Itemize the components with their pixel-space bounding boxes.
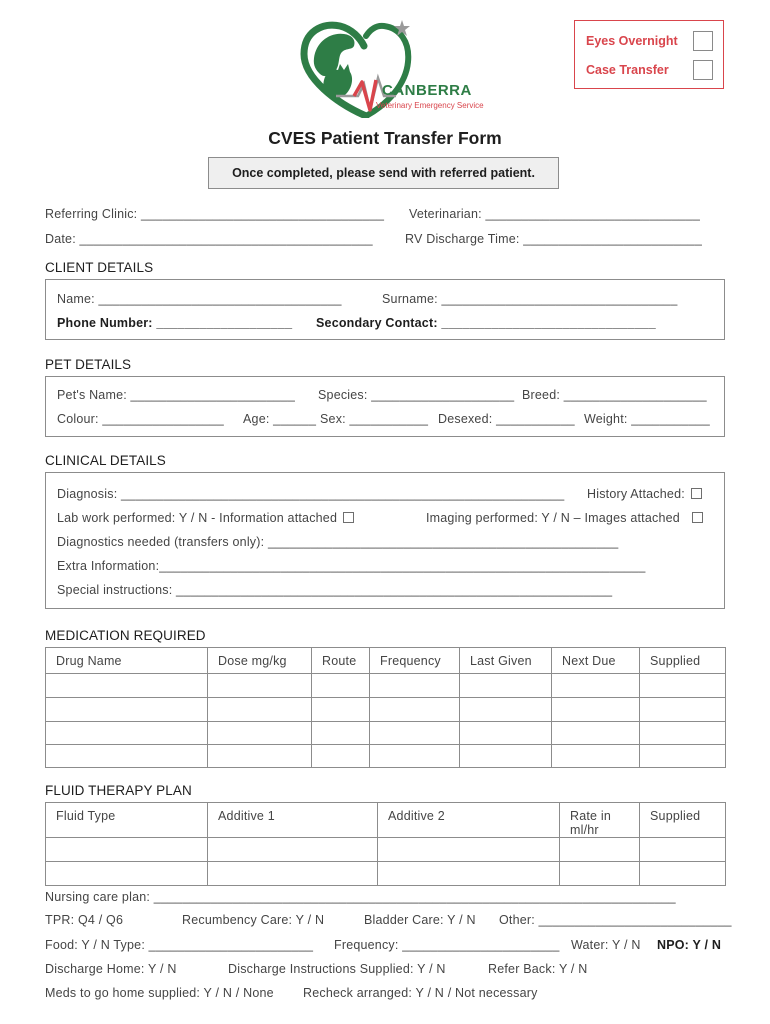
col-additive-2: Additive 2 bbox=[378, 803, 560, 838]
desexed-field[interactable]: Desexed: ___________ bbox=[438, 412, 575, 426]
history-attached bbox=[587, 487, 702, 501]
imaging-label: Imaging performed: Y / N – Images attached bbox=[426, 511, 680, 525]
imaging-attached-checkbox[interactable] bbox=[692, 512, 703, 523]
table-row bbox=[46, 722, 726, 745]
food-field[interactable]: Food: Y / N Type: _______________________ bbox=[45, 938, 314, 952]
client-details-heading: CLIENT DETAILS bbox=[45, 260, 154, 275]
history-attached-checkbox[interactable] bbox=[691, 488, 702, 499]
medication-heading: MEDICATION REQUIRED bbox=[45, 628, 206, 643]
logo-tagline: Veterinary Emergency Service bbox=[376, 101, 484, 110]
refer-back-field[interactable]: Refer Back: Y / N bbox=[488, 962, 588, 976]
phone-number-field[interactable]: Phone Number: ___________________ bbox=[57, 316, 293, 330]
case-transfer-label: Case Transfer bbox=[586, 63, 669, 77]
fluid-therapy-table bbox=[45, 802, 726, 886]
recumbency-care-field[interactable]: Recumbency Care: Y / N bbox=[182, 913, 325, 927]
veterinarian-field[interactable]: Veterinarian: ______________________________ bbox=[409, 207, 701, 221]
col-next-due: Next Due bbox=[552, 648, 640, 674]
col-supplied: Supplied bbox=[640, 648, 726, 674]
discharge-instructions-field[interactable]: Discharge Instructions Supplied: Y / N bbox=[228, 962, 446, 976]
lab-work-label: Lab work performed: Y / N - Information attached bbox=[57, 511, 338, 525]
pet-details-heading: PET DETAILS bbox=[45, 357, 132, 372]
colour-field[interactable]: Colour: _________________ bbox=[57, 412, 224, 426]
medication-header-row bbox=[46, 648, 726, 674]
npo-field[interactable]: NPO: Y / N bbox=[657, 938, 722, 952]
age-field[interactable]: Age: ______ bbox=[243, 412, 317, 426]
bladder-care-field[interactable]: Bladder Care: Y / N bbox=[364, 913, 476, 927]
table-row bbox=[46, 838, 726, 862]
weight-field[interactable]: Weight: ___________ bbox=[584, 412, 710, 426]
rv-discharge-time-field[interactable]: RV Discharge Time: _________________________ bbox=[405, 232, 702, 246]
recheck-field[interactable]: Recheck arranged: Y / N / Not necessary bbox=[303, 986, 538, 1000]
date-field[interactable]: Date: _________________________________________ bbox=[45, 232, 373, 246]
breed-field[interactable]: Breed: ____________________ bbox=[522, 388, 707, 402]
clinical-details-heading: CLINICAL DETAILS bbox=[45, 453, 166, 468]
lab-work bbox=[57, 511, 354, 525]
imaging bbox=[426, 511, 703, 525]
lab-info-checkbox[interactable] bbox=[343, 512, 354, 523]
diagnostics-field[interactable]: Diagnostics needed (transfers only): _________________________________________________ bbox=[57, 535, 619, 549]
col-fluid-type: Fluid Type bbox=[46, 803, 208, 838]
tpr-field[interactable]: TPR: Q4 / Q6 bbox=[45, 913, 124, 927]
species-field[interactable]: Species: ____________________ bbox=[318, 388, 515, 402]
table-row bbox=[46, 698, 726, 722]
other-field[interactable]: Other: ___________________________ bbox=[499, 913, 732, 927]
client-name-field[interactable]: Name: __________________________________ bbox=[57, 292, 342, 306]
col-dose: Dose mg/kg bbox=[208, 648, 312, 674]
cves-logo bbox=[296, 18, 486, 118]
logo-wordmark: CANBERRA bbox=[382, 82, 472, 99]
col-frequency: Frequency bbox=[370, 648, 460, 674]
history-attached-label: History Attached: bbox=[587, 487, 685, 501]
referring-clinic-field[interactable]: Referring Clinic: __________________________________ bbox=[45, 207, 385, 221]
eyes-overnight-checkbox[interactable] bbox=[693, 31, 713, 51]
col-drug-name: Drug Name bbox=[46, 648, 208, 674]
col-additive-1: Additive 1 bbox=[208, 803, 378, 838]
sex-field[interactable]: Sex: ___________ bbox=[320, 412, 429, 426]
special-instructions-field[interactable]: Special instructions: _____________________________________________________________ bbox=[57, 583, 613, 597]
form-title: CVES Patient Transfer Form bbox=[268, 128, 502, 148]
nursing-care-plan-field[interactable]: Nursing care plan: _________________________________________________________________________ bbox=[45, 890, 676, 904]
table-row bbox=[46, 745, 726, 768]
frequency-field[interactable]: Frequency: ______________________ bbox=[334, 938, 560, 952]
notice-banner: Once completed, please send with referred patient. bbox=[208, 157, 559, 189]
pets-name-field[interactable]: Pet's Name: _______________________ bbox=[57, 388, 296, 402]
case-transfer-checkbox[interactable] bbox=[693, 60, 713, 80]
water-field[interactable]: Water: Y / N bbox=[571, 938, 641, 952]
pet-details-box bbox=[45, 376, 725, 437]
medication-table bbox=[45, 647, 726, 768]
col-fluid-supplied: Supplied bbox=[640, 803, 726, 838]
extra-information-field[interactable]: Extra Information:____________________________________________________________________ bbox=[57, 559, 646, 573]
col-rate: Rate in ml/hr bbox=[560, 803, 640, 838]
table-row bbox=[46, 674, 726, 698]
client-details-box bbox=[45, 279, 725, 340]
eyes-overnight-label: Eyes Overnight bbox=[586, 34, 678, 48]
col-route: Route bbox=[312, 648, 370, 674]
client-surname-field[interactable]: Surname: _________________________________ bbox=[382, 292, 678, 306]
discharge-home-field[interactable]: Discharge Home: Y / N bbox=[45, 962, 177, 976]
meds-home-field[interactable]: Meds to go home supplied: Y / N / None bbox=[45, 986, 274, 1000]
col-last-given: Last Given bbox=[460, 648, 552, 674]
secondary-contact-field[interactable]: Secondary Contact: ______________________________ bbox=[316, 316, 656, 330]
table-row bbox=[46, 862, 726, 886]
fluid-therapy-heading: FLUID THERAPY PLAN bbox=[45, 783, 192, 798]
diagnosis-field[interactable]: Diagnosis: ______________________________________________________________ bbox=[57, 487, 565, 501]
fluid-header-row bbox=[46, 803, 726, 838]
